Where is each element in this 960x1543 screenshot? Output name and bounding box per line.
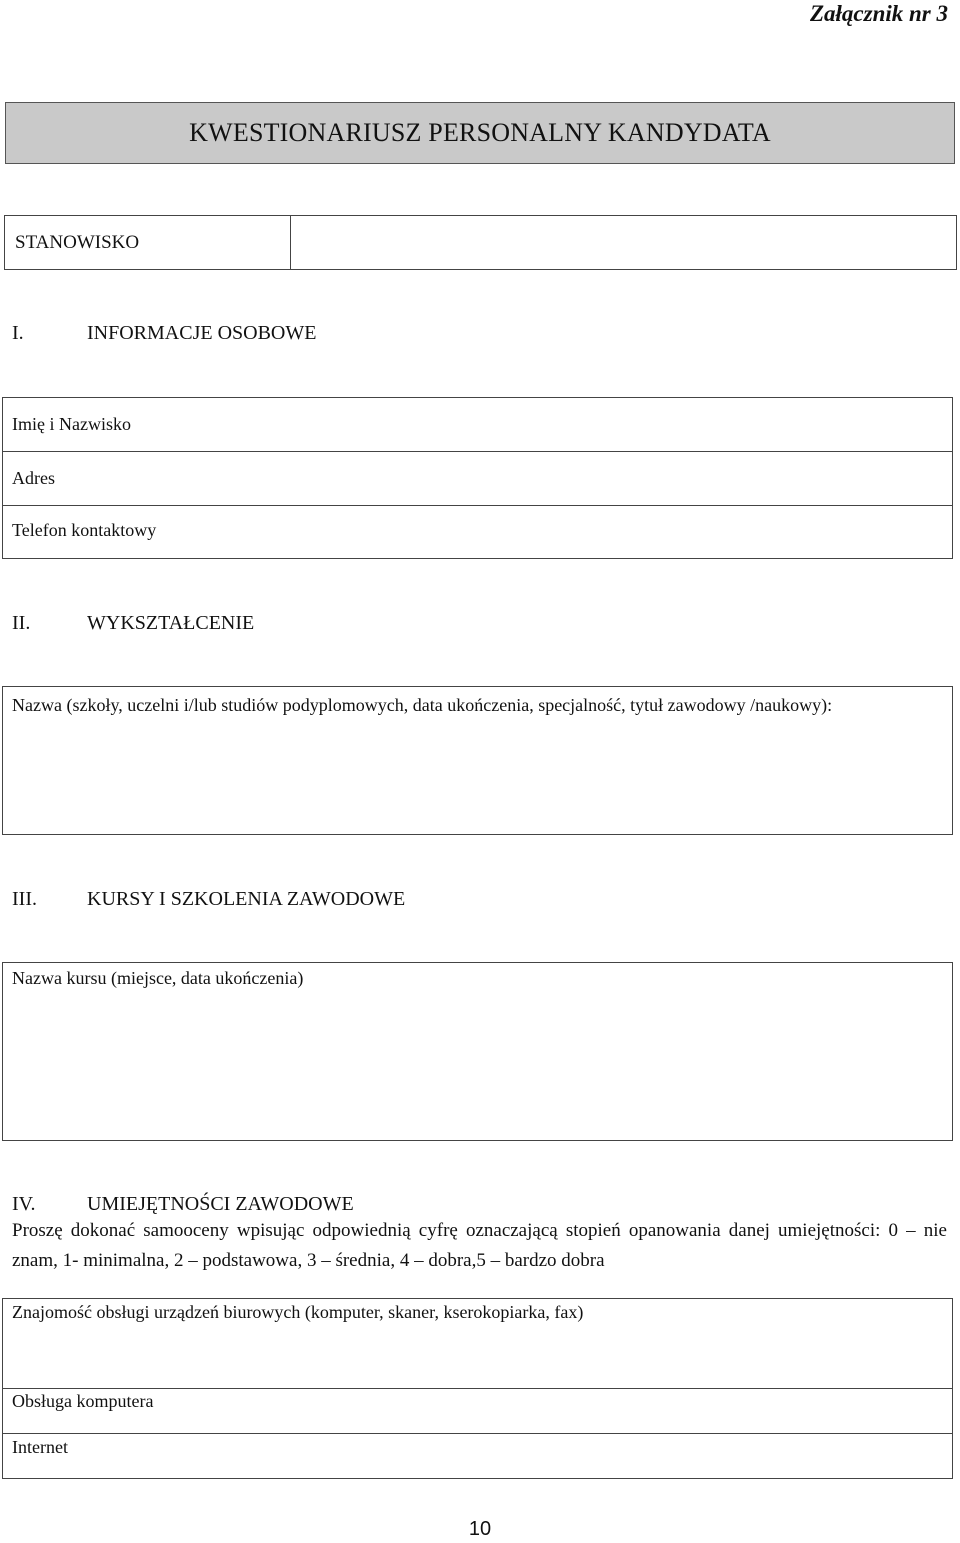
field-label: Internet bbox=[12, 1437, 68, 1457]
section-skills-heading bbox=[12, 1192, 354, 1216]
skills-table bbox=[2, 1298, 953, 1479]
field-phone[interactable] bbox=[3, 506, 952, 558]
section-title: WYKSZTAŁCENIE bbox=[87, 612, 255, 634]
section-number: I. bbox=[12, 322, 24, 344]
field-label: Nazwa (szkoły, uczelni i/lub studiów podyplomowych, data ukończenia, specjalność, tytuł zawodowy /naukowy): bbox=[12, 695, 833, 715]
section-education-heading bbox=[12, 611, 254, 635]
field-computer-use[interactable] bbox=[3, 1389, 952, 1434]
position-row bbox=[4, 215, 957, 270]
section-courses-heading bbox=[12, 887, 405, 911]
section-title: UMIEJĘTNOŚCI ZAWODOWE bbox=[87, 1193, 354, 1215]
field-full-name[interactable] bbox=[3, 398, 952, 452]
field-label: Znajomość obsługi urządzeń biurowych (komputer, skaner, kserokopiarka, fax) bbox=[12, 1302, 584, 1322]
section-title: INFORMACJE OSOBOWE bbox=[87, 322, 317, 344]
position-input[interactable] bbox=[291, 216, 956, 269]
section-title: KURSY I SZKOLENIA ZAWODOWE bbox=[87, 888, 406, 910]
page-number: 10 bbox=[468, 1518, 492, 1540]
field-label: Adres bbox=[12, 468, 55, 488]
education-field[interactable] bbox=[2, 686, 953, 835]
personal-info-table bbox=[2, 397, 953, 559]
annex-label: Załącznik nr 3 bbox=[809, 1, 948, 26]
field-address[interactable] bbox=[3, 452, 952, 506]
form-title: KWESTIONARIUSZ PERSONALNY KANDYDATA bbox=[5, 102, 955, 164]
section-personal-heading bbox=[12, 321, 316, 345]
field-label: Nazwa kursu (miejsce, data ukończenia) bbox=[12, 968, 304, 988]
field-label: Imię i Nazwisko bbox=[12, 414, 131, 434]
section-number: III. bbox=[12, 888, 37, 910]
section-number: IV. bbox=[12, 1193, 36, 1215]
skills-instruction: Proszę dokonać samooceny wpisując odpowiednią cyfrę oznaczającą stopień opanowania danej umiejętności: 0 – nie znam, 1- minimalna, 2 – podstawowa, 3 – średnia, 4 – dobra,5 – bardzo dobra bbox=[12, 1220, 947, 1271]
courses-field[interactable] bbox=[2, 962, 953, 1141]
field-label: Telefon kontaktowy bbox=[12, 520, 157, 540]
field-internet[interactable] bbox=[3, 1434, 952, 1478]
field-office-equipment[interactable] bbox=[3, 1299, 952, 1389]
section-number: II. bbox=[12, 612, 31, 634]
position-label: STANOWISKO bbox=[5, 216, 291, 269]
field-label: Obsługa komputera bbox=[12, 1391, 154, 1411]
